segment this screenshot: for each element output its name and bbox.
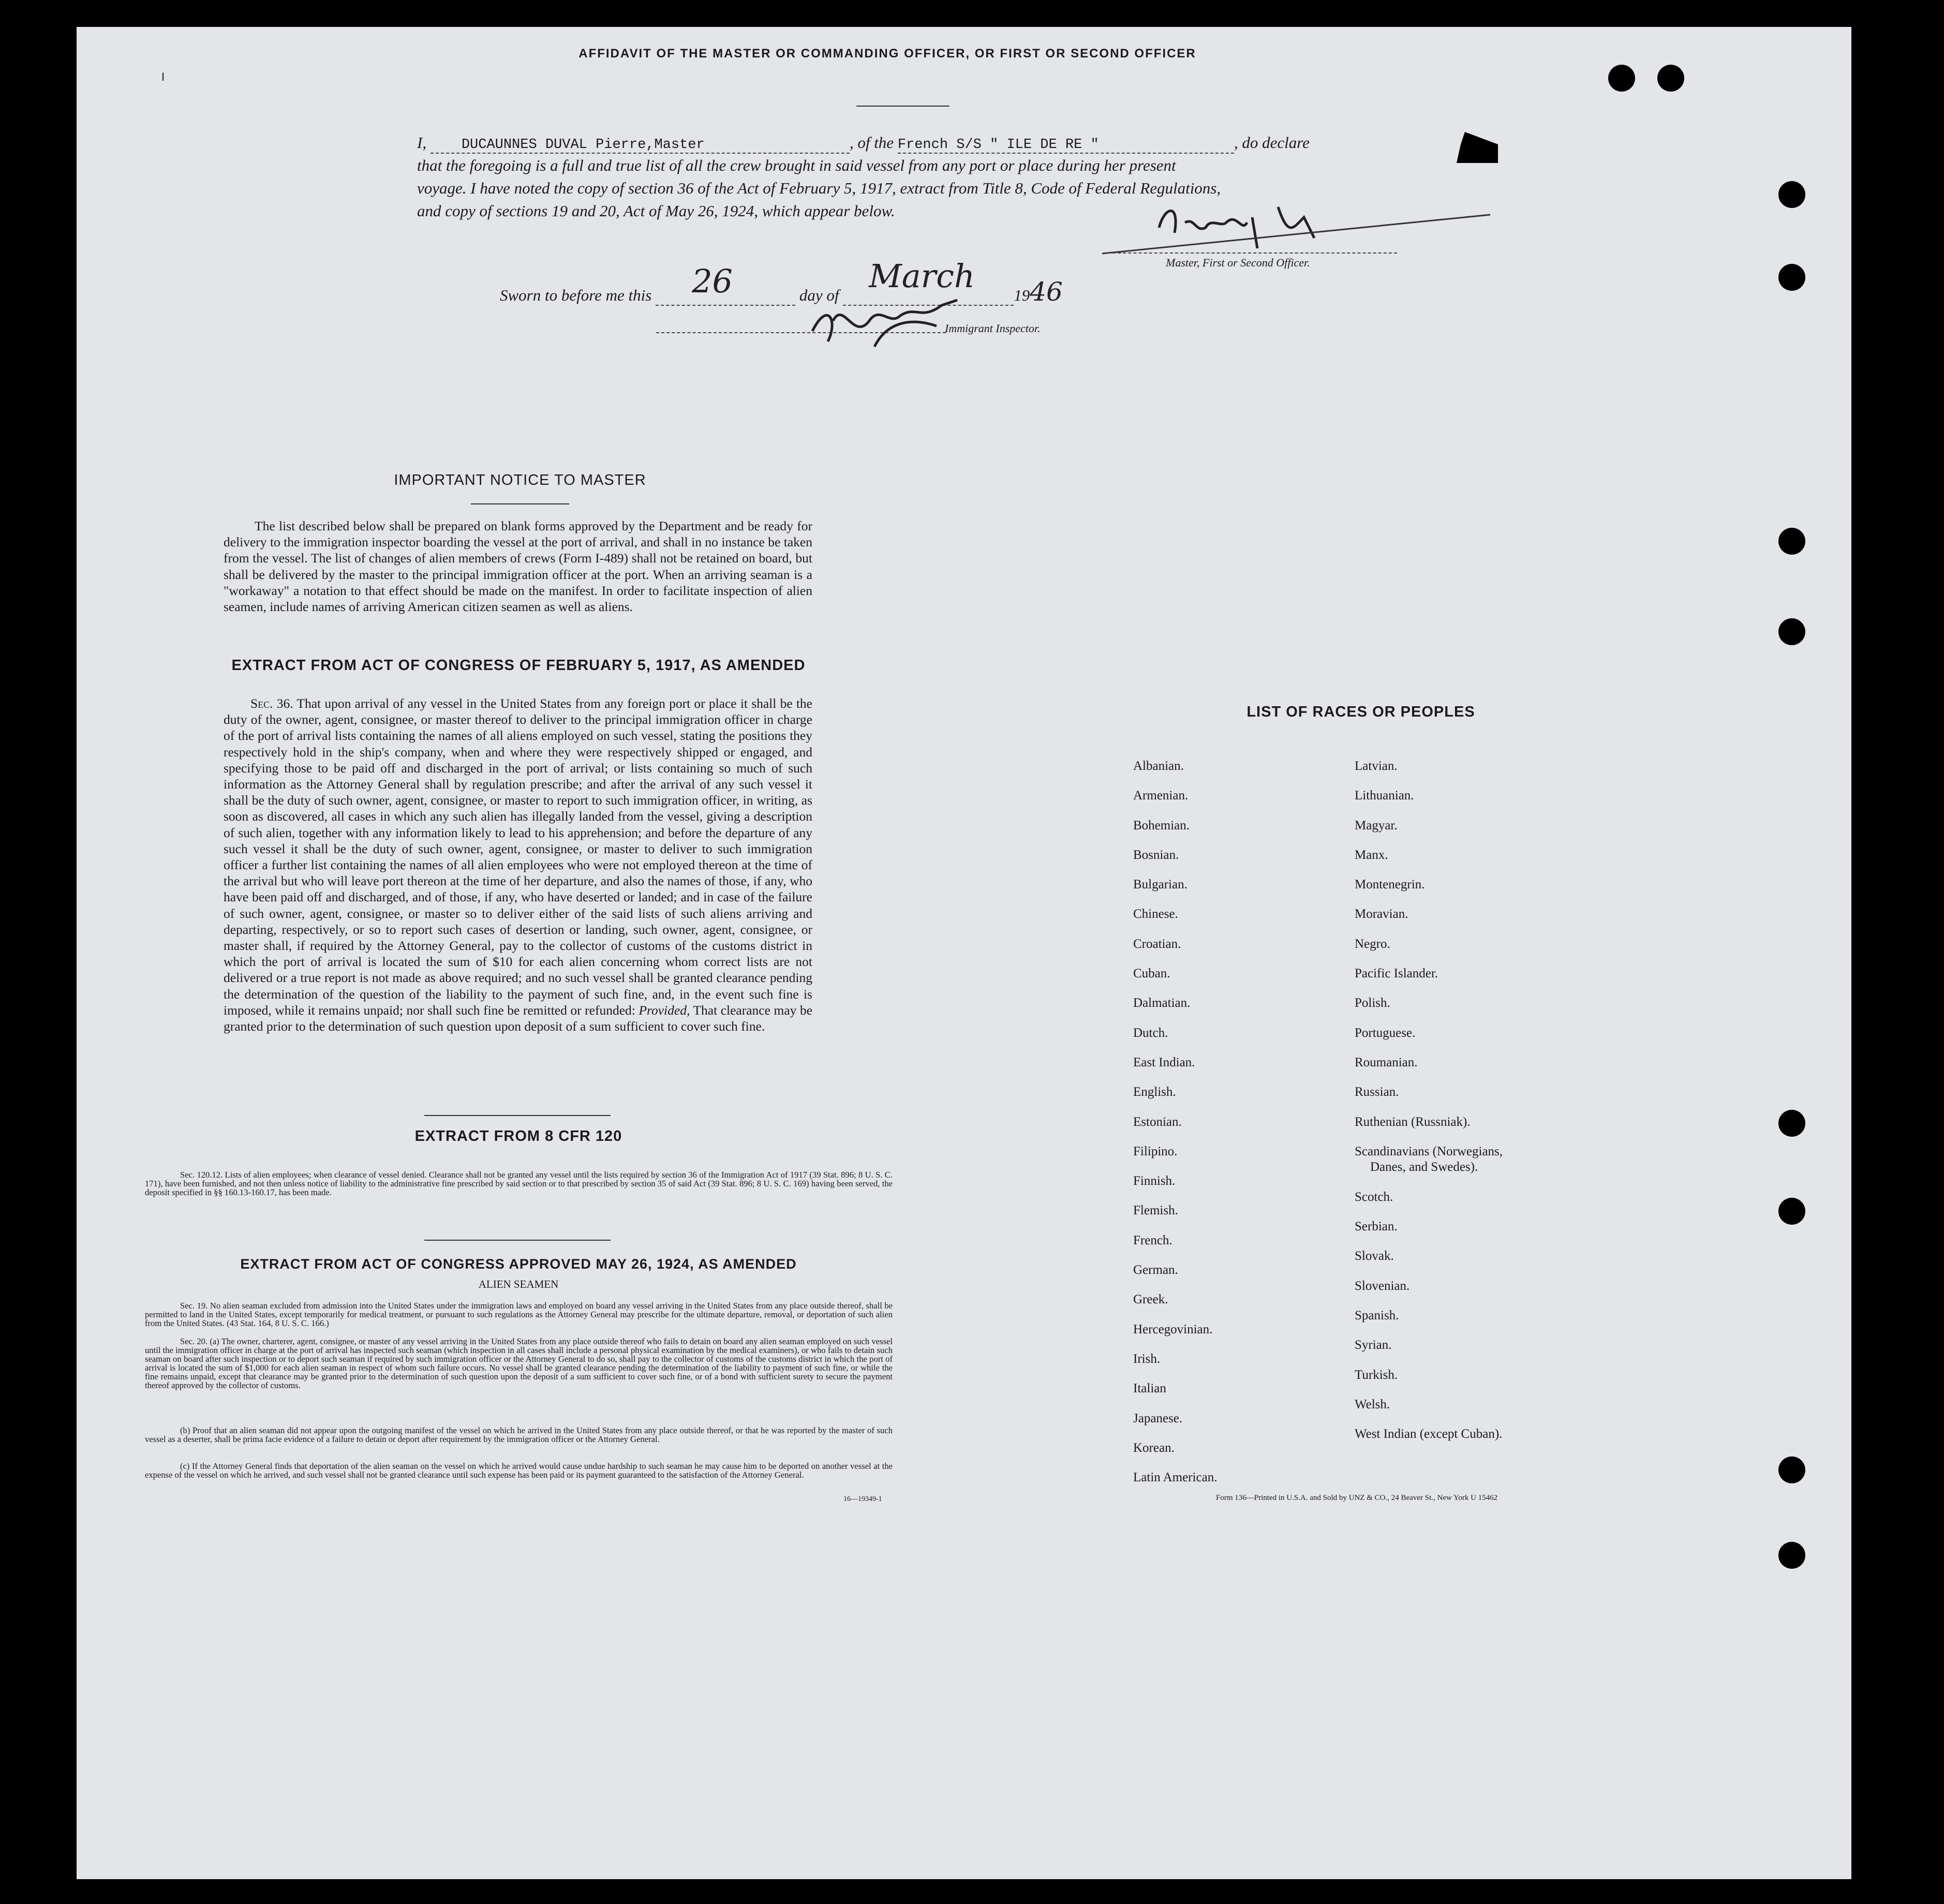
race-item: Dalmatian. bbox=[1133, 996, 1191, 1010]
race-item: Syrian. bbox=[1355, 1338, 1392, 1352]
race-item: Spanish. bbox=[1355, 1308, 1399, 1323]
race-item: Armenian. bbox=[1133, 789, 1189, 803]
race-item: Ruthenian (Russniak). bbox=[1355, 1114, 1471, 1129]
binder-hole bbox=[1778, 1542, 1805, 1569]
declaration-line-2: that the foregoing is a full and true list of all the crew brought in said vessel from any port or place during her present bbox=[417, 156, 1176, 174]
inspector-signature bbox=[797, 290, 1056, 352]
race-item: Lithuanian. bbox=[1355, 789, 1414, 803]
cfr-top-rule bbox=[424, 1115, 611, 1116]
race-item: Chinese. bbox=[1133, 907, 1178, 921]
race-item: Bohemian. bbox=[1133, 818, 1190, 832]
race-item: Roumanian. bbox=[1355, 1055, 1418, 1069]
declaration-line-4: and copy of sections 19 and 20, Act of May 26, 1924, which appear below. bbox=[417, 202, 895, 220]
race-item: Korean. bbox=[1133, 1440, 1175, 1455]
race-item: Montenegrin. bbox=[1355, 877, 1425, 892]
race-item: East Indian. bbox=[1133, 1055, 1195, 1069]
race-item: Flemish. bbox=[1133, 1203, 1178, 1218]
extract-1924-heading: EXTRACT FROM ACT OF CONGRESS APPROVED MAY 26, 1924, AS AMENDED bbox=[240, 1256, 797, 1272]
form-footer-note: Form 136—Printed in U.S.A. and Sold by UNZ & CO., 24 Beaver St., New York U 15462 bbox=[1216, 1494, 1498, 1502]
race-item: Portuguese. bbox=[1355, 1025, 1416, 1040]
binder-hole bbox=[1778, 181, 1805, 208]
race-item: Polish. bbox=[1355, 996, 1390, 1010]
race-item: Danes, and Swedes). bbox=[1370, 1159, 1478, 1174]
race-item: Albanian. bbox=[1133, 759, 1184, 773]
officer-signature-line bbox=[1107, 252, 1397, 255]
extract-cfr-text: Sec. 120.12. Lists of alien employees; when clearance of vessel denied. Clearance shall not be granted any vessel until the lists required by section 36 of the Immigration Act of 1917 (39 Stat. 896; 8 U. S. C. 171), have been furnished, and not then unless notice of liability to the administrative fine prescribed by said section or to that prescribed by section 35 of said Act (39 Stat. 896; 8 U. S. C. 169) having been served, the deposit specified in §§ 160.13-160.17, has been made. bbox=[145, 1170, 893, 1197]
race-item: Latvian. bbox=[1355, 759, 1398, 773]
print-code: 16—19349-1 bbox=[843, 1495, 882, 1503]
year-prefix: 19 bbox=[1014, 286, 1030, 304]
race-item: Bosnian. bbox=[1133, 847, 1179, 862]
race-item: Serbian. bbox=[1355, 1219, 1398, 1234]
inspector-caption: Immigrant Inspector. bbox=[945, 322, 1041, 335]
extract-1917-heading: EXTRACT FROM ACT OF CONGRESS OF FEBRUARY 5, 1917, AS AMENDED bbox=[231, 657, 806, 674]
race-item: Cuban. bbox=[1133, 966, 1170, 981]
affidavit-title: AFFIDAVIT OF THE MASTER OR COMMANDING OFFICER, OR FIRST OR SECOND OFFICER bbox=[578, 47, 1196, 61]
race-item: Slovenian. bbox=[1355, 1278, 1410, 1293]
race-item: Dutch. bbox=[1133, 1025, 1168, 1040]
sworn-month: March bbox=[869, 257, 975, 295]
extract-1924-sec19: Sec. 19. No alien seaman excluded from admission into the United States under the immigration laws and employed on board any vessel arriving in the United States from any place outside thereof, shall be permitted to land in the United States, except temporarily for medical treatment, or pursuant to such regulations as the Attorney General may prescribe for the ultimate departure, removal, or deportation of such alien from the United States. (43 Stat. 164, 8 U. S. C. 166.) bbox=[145, 1301, 893, 1328]
races-heading: LIST OF RACES OR PEOPLES bbox=[1246, 704, 1475, 720]
alien-seamen-subheading: ALIEN SEAMEN bbox=[478, 1278, 559, 1290]
races-right-column bbox=[1355, 751, 1503, 1449]
race-item: Italian bbox=[1133, 1381, 1166, 1396]
race-item: Scandinavians (Norwegians, bbox=[1355, 1144, 1503, 1158]
race-item: Negro. bbox=[1355, 936, 1390, 951]
race-item: Welsh. bbox=[1355, 1397, 1390, 1411]
race-item: German. bbox=[1133, 1263, 1178, 1277]
notice-heading: IMPORTANT NOTICE TO MASTER bbox=[394, 472, 646, 488]
binder-hole bbox=[1778, 1110, 1805, 1137]
race-item: English. bbox=[1133, 1085, 1176, 1099]
race-item: Estonian. bbox=[1133, 1114, 1182, 1129]
binder-hole bbox=[1778, 264, 1805, 291]
race-item: Hercegovinian. bbox=[1133, 1322, 1213, 1336]
races-left-column bbox=[1133, 751, 1217, 1492]
extract-1924-sec20c: (c) If the Attorney General finds that deportation of the alien seaman on the vessel on which he arrived would cause undue hardship to such seaman he may cause him to be deported on another vessel at the expense of the vessel on which he arrived, and such vessel shall not be granted clearance until such expense has been paid or its payment guaranteed to the satisfaction of the Attorney General. bbox=[145, 1461, 893, 1480]
race-item: Moravian. bbox=[1355, 907, 1408, 921]
race-item: Latin American. bbox=[1133, 1470, 1218, 1485]
race-item: Finnish. bbox=[1133, 1174, 1176, 1188]
inspector-signature-line bbox=[656, 332, 946, 334]
extract-cfr-heading: EXTRACT FROM 8 CFR 120 bbox=[414, 1128, 622, 1144]
race-item: Irish. bbox=[1133, 1351, 1161, 1366]
race-item: Scotch. bbox=[1355, 1189, 1393, 1204]
year-suffix: 46 bbox=[1030, 277, 1063, 307]
race-item: Slovak. bbox=[1355, 1249, 1394, 1263]
binder-hole bbox=[1657, 65, 1684, 92]
binder-hole bbox=[1778, 1198, 1805, 1225]
page-mark: I bbox=[161, 70, 165, 83]
binder-hole bbox=[1608, 65, 1635, 92]
extract-1924-sec20b: (b) Proof that an alien seaman did not appear upon the outgoing manifest of the vessel on which he arrived in the United States from any place outside thereof, or that he was reported by the master of such vessel as a deserter, shall be prima facie evidence of a failure to detain or deport after requirement by the immigration officer or the Attorney General. bbox=[145, 1425, 893, 1444]
master-name: DUCAUNNES DUVAL Pierre,Master bbox=[461, 137, 705, 153]
race-item: West Indian (except Cuban). bbox=[1355, 1427, 1503, 1441]
master-signature bbox=[1102, 186, 1495, 259]
sworn-line: Sworn to before me this 26 day of March 1946 bbox=[500, 257, 1063, 307]
extract-1917-text: Sec. 36. That upon arrival of any vessel in the United States from any foreign port or place it shall be the duty of the owner, agent, consignee, or master thereof to deliver to the principal immigration officer in charge of the port of arrival lists containing the names of all aliens employed on such vessel, stating the positions they respectively hold in the ship's company, when and where they were respectively shipped or engaged, and specifying those to be paid off and discharged in the port of arrival; or lists containing so much of such information as the Attorney General shall by regulation prescribe; and after the arrival of any such vessel it shall be the duty of such owner, agent, consignee, or master to report to such immigration officer, in writing, as soon as discovered, all cases in which any such alien has illegally landed from the vessel, giving a description of such alien, together with any information likely to lead to his apprehension; and before the departure of any such vessel it shall be the duty of such owner, agent, consignee, or master to deliver to such immigration officer a further list containing the names of all alien employees who were not employed thereon at the time of the arrival but who will leave port thereon at the time of her departure, and also the names of those, if any, who have been paid off and discharged, and of those, if any, who have deserted or landed; and in case of the failure of such owner, agent, consignee, or master so to deliver either of the said lists of such aliens arriving and departing, respectively, or so to report such cases of desertion or landing, such owner, agent, consignee, or master shall, if required by the Attorney General, pay to the collector of customs of the customs district in which the port of arrival is located the sum of $10 for each alien concerning whom correct lists are not delivered or a true report is not made as above required; and no such vessel shall be granted clearance pending the determination of the question of the liability to the payment of such fine, and, in the event such fine is imposed, while it remains unpaid; nor shall such fine be remitted or refunded: Provided, That clearance may be granted prior to the determination of such question upon deposit of a sum sufficient to cover such fine. bbox=[224, 696, 813, 1034]
declaration-line-3: voyage. I have noted the copy of section 36 of the Act of February 5, 1917, extract from Title 8, Code of Federal Regulations, bbox=[417, 179, 1221, 197]
race-item: Pacific Islander. bbox=[1355, 966, 1438, 981]
vessel-name: French S/S " ILE DE RE " bbox=[897, 137, 1099, 153]
extract-1924-top-rule bbox=[424, 1240, 611, 1241]
declaration-line-1: I, DUCAUNNES DUVAL Pierre,Master , of the French S/S " ILE DE RE " , do declare bbox=[417, 133, 1310, 153]
race-item: Croatian. bbox=[1133, 936, 1181, 951]
race-item: Japanese. bbox=[1133, 1411, 1183, 1425]
extract-1924-sec20a: Sec. 20. (a) The owner, charterer, agent, consignee, or master of any vessel arriving in the United States from any place outside thereof who fails to detain on board any alien seaman employed on such vessel until the immigration officer in charge at the port of arrival has inspected such seaman (which inspection in all cases shall include a personal physical examination by the medical examiners), or who fails to detain such seaman on board after such inspection or to deport such seaman if required by such immigration officer or the Attorney General to do so, shall pay to the collector of customs of the customs district in which the port of arrival is located the sum of $1,000 for each alien seaman in respect of whom such failure occurs. No vessel shall be granted clearance pending the determination of the liability to payment of such fine, or while the fine remains unpaid, except that clearance may be granted prior to the determination of such question upon the deposit of a sum sufficient to cover such fine, or of a bond with sufficient surety to secure the payment thereof approved by the collector of customs. bbox=[145, 1336, 893, 1390]
notice-underline bbox=[471, 503, 569, 504]
notice-text: The list described below shall be prepared on blank forms approved by the Department and be ready for delivery to the immigration inspector boarding the vessel at the port of arrival, and shall in no instance be taken from the vessel. The list of changes of alien members of crews (Form I-489) shall not be retained on board, but shall be delivered by the master to the principal immigration officer at the port. When an arriving seaman is a "workaway" a notation to that effect should be made on the manifest. In order to facilitate inspection of alien seamen, include names of arriving American citizen seamen as well as aliens. bbox=[224, 518, 812, 615]
binder-hole bbox=[1778, 1456, 1805, 1483]
race-item: Filipino. bbox=[1133, 1144, 1178, 1158]
race-item: Bulgarian. bbox=[1133, 877, 1188, 892]
race-item: Turkish. bbox=[1355, 1367, 1398, 1382]
section-label: Sec. 36. bbox=[250, 696, 293, 711]
race-item: Manx. bbox=[1355, 847, 1388, 862]
binder-hole bbox=[1778, 618, 1805, 645]
race-item: French. bbox=[1133, 1233, 1173, 1247]
binder-hole bbox=[1778, 528, 1805, 555]
race-item: Magyar. bbox=[1355, 818, 1398, 832]
race-item: Russian. bbox=[1355, 1085, 1399, 1099]
sworn-day: 26 bbox=[692, 262, 733, 300]
officer-caption: Master, First or Second Officer. bbox=[1166, 256, 1310, 269]
race-item: Greek. bbox=[1133, 1292, 1168, 1307]
title-underline bbox=[856, 106, 949, 107]
